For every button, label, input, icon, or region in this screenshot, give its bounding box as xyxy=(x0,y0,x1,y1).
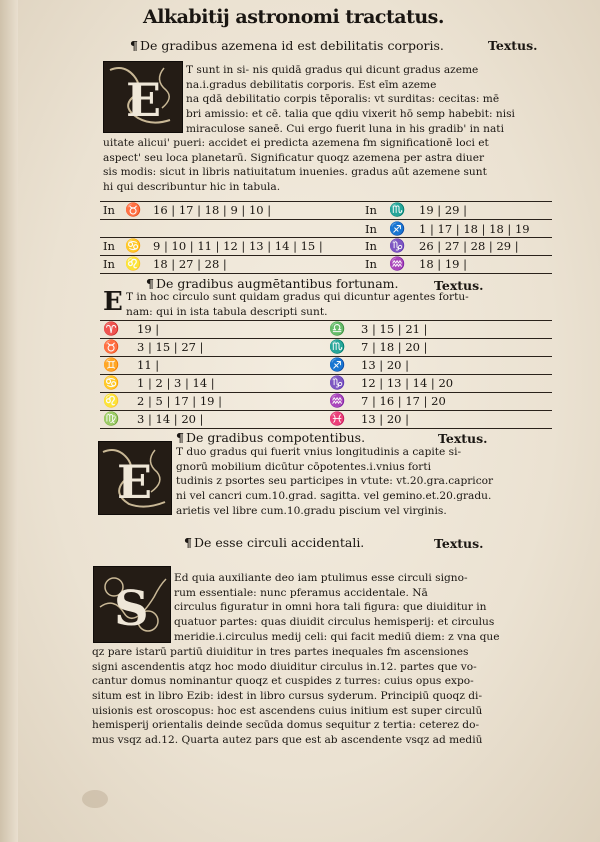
svg-text:E: E xyxy=(117,455,153,509)
running-head: Alkabitij astronomi tractatus. xyxy=(143,6,444,28)
woodcut-initial-s xyxy=(93,566,171,643)
table-rule xyxy=(100,374,552,375)
woodcut-initial-e xyxy=(103,61,183,133)
table-row: In ♐ 1 | 17 | 18 | 18 | 19 xyxy=(365,222,530,237)
section-heading-accidentali: ¶ De esse circuli accidentali. xyxy=(184,535,365,550)
pilcrow-icon: ¶ xyxy=(176,430,184,445)
paragraph-augmentantibus: T in hoc circulo sunt quidam gradus qui dicuntur agentes fortu- nam: qui in ista tabula descripti sunt. xyxy=(126,291,469,318)
table-row: In ♋ 9 | 10 | 11 | 12 | 13 | 14 | 15 | In ♑ 26 | 27 | 28 | 29 | xyxy=(103,239,519,254)
section-heading-augmentantibus: ¶ De gradibus augmētantibus fortunam. xyxy=(146,276,399,291)
stain-mark xyxy=(82,790,108,808)
table-rule xyxy=(100,338,552,339)
textus-label: Textus. xyxy=(434,536,484,551)
svg-text:E: E xyxy=(126,73,162,127)
table-row: ♍ 3 | 14 | 20 | ♓ 13 | 20 | xyxy=(103,412,409,427)
page-gutter xyxy=(0,0,18,842)
table-row: ♋ 1 | 2 | 3 | 14 | ♑ 12 | 13 | 14 | 20 xyxy=(103,376,454,391)
table-rule xyxy=(100,428,552,429)
table-row: ♉ 3 | 15 | 27 | ♏ 7 | 18 | 20 | xyxy=(103,340,428,355)
textus-label: Textus. xyxy=(434,278,484,293)
table-row: In ♉ 16 | 17 | 18 | 9 | 10 | In ♏ 19 | 29 | xyxy=(103,203,467,218)
pilcrow-icon: ¶ xyxy=(146,276,154,291)
table-rule xyxy=(100,392,552,393)
paragraph-azemena-cont: uitate alicui' pueri: accidet ei predicta azemena fm significationē loci et aspect' seu loca planetarū. Significatur quoqz azemena per astra diuer sis modis: sicut in libris natiuitatum inuenies. gradus aūt azemene sunt hi qui describuntur hic in tabula. xyxy=(103,137,489,194)
table-rule xyxy=(100,219,552,220)
paragraph-compotentibus: T duo gradus qui fuerit vnius longitudinis a capite si- gnorū mobilium dicūtur cōpotentes.i.vnius forti tudinis z psortes seu participes in ⱱtute: vt.20.gra.capricor ni vel cancri cum.10.grad. sagitta. vel gemino.et.20.gradu. arietis vel libre cum.10.gradu piscium vel virginis. xyxy=(176,446,494,517)
section-heading-compotentibus: ¶ De gradibus compotentibus. xyxy=(176,430,366,445)
textus-label: Textus. xyxy=(488,38,538,53)
paragraph-accidentali-cont: qz pare istarū partiū diuiditur in tres partes inequales fm ascensiones signi ascendentis atqz hoc modo diuiditur circulus in.12. partes que vo- cantur domus nominantur quoqz et cuspides z turres: cuius opus expo- situm est in libro Ezib: idest in libro cursus syderum. Principiū quoqz di- uisionis est oroscopus: hoc est ascendens cuius initium est super circulū hemisperij orientalis deinde secūda domus sequitur z tertia: ceterez do- mus vsqz ad.12. Quarta autez pars que est ab ascendente vsqz ad mediū xyxy=(92,646,483,747)
table-row: ♌ 2 | 5 | 17 | 19 | ♒ 7 | 16 | 17 | 20 xyxy=(103,394,446,409)
pilcrow-icon: ¶ xyxy=(184,535,192,550)
section-heading-azemena: ¶ De gradibus azemena id est debilitatis corporis. xyxy=(130,38,444,53)
table-rule xyxy=(100,255,552,256)
table-rule xyxy=(100,356,552,357)
table-rule xyxy=(100,273,552,274)
table-rule xyxy=(100,237,552,238)
table-rule xyxy=(100,201,552,202)
initial-letter-e: E xyxy=(103,287,123,317)
table-row: In ♌ 18 | 27 | 28 | In ♒ 18 | 19 | xyxy=(103,257,467,272)
table-row: ♊ 11 | ♐ 13 | 20 | xyxy=(103,358,409,373)
woodcut-initial-e xyxy=(98,441,172,515)
textus-label: Textus. xyxy=(438,431,488,446)
paragraph-azemena: T sunt in si- nis quidā gradus qui dicunt gradus azeme na.i.gradus debilitatis corporis. Est eīm azeme na qdā debilitatio corpis tēporalis: vt surditas: cecitas: mē bri amissio: et cē. talia que qdiu vixerit hō semp habebit: nisi miraculose saneē. Cui ergo fuerit luna in his gradib' in nati xyxy=(186,64,515,135)
table-rule xyxy=(100,410,552,411)
table-row: ♈ 19 | ♎ 3 | 15 | 21 | xyxy=(103,322,428,337)
pilcrow-icon: ¶ xyxy=(130,38,138,53)
svg-text:S: S xyxy=(114,581,149,637)
paragraph-accidentali: Ed quia auxiliante deo iam ptulimus esse circuli signo- rum essentiale: nunc pferamus accidentale. Nā circulus figuratur in omni hora tali figura: que diuiditur in quatuor partes: quas diuidit circulus hemisperij: et circulus meridie.i.circulus medij celi: qui facit mediū diem: z vna que xyxy=(174,572,500,643)
table-rule xyxy=(100,320,552,321)
